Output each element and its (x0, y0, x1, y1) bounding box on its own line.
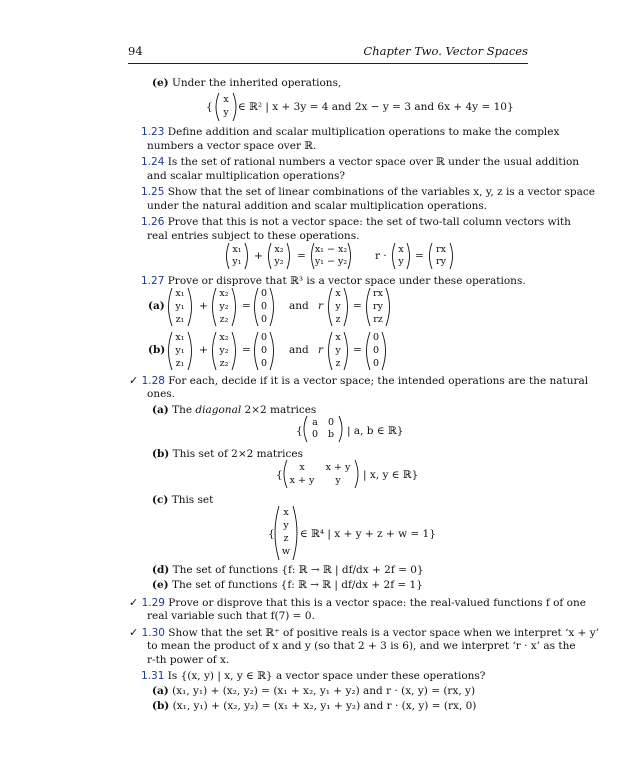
vec-entry: w (281, 546, 291, 557)
set-left-brace: { (296, 425, 303, 437)
vec-entry: 0 (372, 332, 380, 343)
vec-entry: 0 (372, 358, 380, 369)
exercise-text-cont: ones. (147, 388, 176, 400)
matrix-entry: 0 (311, 429, 319, 440)
equals-sign: = (242, 300, 251, 312)
item-text: Under the inherited operations, (171, 77, 342, 89)
part-label: (c) (152, 494, 169, 506)
exercise-text-cont: to mean the product of x and y (so that 2 + 3 is 6), and we interpret ‘r · x’ as the (147, 640, 576, 652)
check-mark-icon: ✓ (129, 596, 139, 609)
vec-entry: y₁ (232, 256, 242, 267)
part-label: (b) (152, 448, 170, 460)
equals-sign: = (297, 250, 306, 262)
vec-entry: 0 (372, 345, 380, 356)
vec-entry: z (335, 314, 341, 325)
chapter-title: Chapter Two. Vector Spaces (363, 44, 528, 58)
part-text: (x₁, y₁) + (x₂, y₂) = (x₁ + x₂, y₁ + y₂) and r · (x, y) = (rx, y) (172, 685, 476, 697)
vec-entry: ry (373, 301, 383, 312)
exercise-number: 1.23 (141, 126, 165, 138)
vec-entry: y (283, 520, 289, 531)
vec-entry: 0 (260, 358, 268, 369)
part-text: (x₁, y₁) + (x₂, y₂) = (x₁ + x₂, y₁ + y₂) and r · (x, y) = (rx, 0) (172, 700, 477, 712)
exercise-text: Define addition and scalar multiplication operations to make the complex (167, 126, 560, 138)
part-text: The set of functions {f: ℝ → ℝ | df/dx + 2f = 1} (171, 579, 423, 591)
vec-entry: z₂ (219, 314, 229, 325)
part-label: (a) (152, 404, 169, 416)
vec-entry: z₁ (175, 314, 185, 325)
vec-entry: z₂ (219, 358, 229, 369)
vec-entry: x₁ (232, 244, 242, 255)
part-text: The set of functions {f: ℝ → ℝ | df/dx + 2f = 0} (172, 564, 424, 576)
set-left-brace: { (276, 469, 283, 481)
vec-entry: x (223, 94, 229, 105)
vec-entry: x₂ (219, 288, 229, 299)
part-label: (b) (148, 344, 166, 356)
vec-entry: ry (436, 256, 446, 267)
matrix-entry: y (335, 475, 341, 486)
vec-entry: 0 (260, 345, 268, 356)
scalar-op: r · (375, 250, 387, 262)
and-word: and (289, 300, 309, 312)
exercise-text: Show that the set ℝ⁺ of positive reals is a vector space when we interpret ‘x + y’ (168, 627, 600, 639)
part-text: This set (171, 494, 214, 506)
matrix-entry: b (327, 429, 335, 440)
equals-sign: = (353, 344, 362, 356)
vec-entry: y₂ (219, 345, 229, 356)
vec-entry: y₂ (274, 256, 284, 267)
part-text: The (172, 404, 193, 416)
set-left-brace: { (206, 101, 213, 113)
vec-entry: x (335, 332, 341, 343)
vec-entry: y₂ (219, 301, 229, 312)
vec-entry: x (398, 244, 404, 255)
equals-sign: = (242, 344, 251, 356)
vec-entry: rx (373, 288, 383, 299)
exercise-number: 1.27 (141, 275, 165, 287)
part-label: (e) (152, 579, 169, 591)
part-text: This set of 2×2 matrices (172, 448, 303, 460)
exercise-text-cont: r-th power of x. (147, 654, 230, 666)
set-condition: | x, y ∈ ℝ} (363, 469, 419, 481)
vec-entry: rx (436, 244, 446, 255)
set-left-brace: { (268, 528, 275, 540)
part-label: (b) (152, 700, 170, 712)
vec-entry: x₂ (274, 244, 284, 255)
exercise-text-cont: real variable such that f(7) = 0. (147, 610, 315, 622)
part-emphasis: diagonal (195, 404, 242, 416)
vec-entry: x₁ (175, 288, 185, 299)
page-number: 94 (128, 44, 143, 58)
set-condition: ∈ ℝ² | x + 3y = 4 and 2x − y = 3 and 6x + 4y = 10} (238, 101, 514, 113)
scalar-r: r (318, 344, 324, 356)
vec-entry: 0 (260, 301, 268, 312)
matrix-entry: a (312, 417, 318, 428)
exercise-number: 1.29 (141, 597, 165, 609)
vec-entry: x₂ (219, 332, 229, 343)
exercise-number: 1.26 (141, 216, 165, 228)
vec-entry: y (335, 345, 341, 356)
part-label: (a) (148, 300, 165, 312)
exercise-text: Is {(x, y) | x, y ∈ ℝ} a vector space under these operations? (167, 670, 486, 682)
exercise-text: Prove or disprove that this is a vector space: the real-valued functions f of one (168, 597, 586, 609)
exercise-number: 1.31 (141, 670, 165, 682)
vec-entry: y (335, 301, 341, 312)
matrix-entry: x (299, 462, 305, 473)
check-mark-icon: ✓ (129, 374, 139, 387)
check-mark-icon: ✓ (129, 626, 139, 639)
part-label: (d) (152, 564, 170, 576)
exercise-text: Prove or disprove that ℝ³ is a vector space under these operations. (167, 275, 526, 287)
vec-entry: 0 (260, 332, 268, 343)
vec-entry: rz (373, 314, 383, 325)
exercise-number: 1.24 (141, 156, 165, 168)
scalar-r: r (318, 300, 324, 312)
vec-entry: y (223, 107, 229, 118)
vec-entry: z (335, 358, 341, 369)
plus-sign: + (199, 300, 208, 312)
exercise-text-cont: and scalar multiplication operations? (147, 170, 346, 182)
plus-sign: + (199, 344, 208, 356)
equals-sign: = (353, 300, 362, 312)
vec-entry: x₁ − x₂ (314, 244, 348, 255)
vec-entry: y₁ − y₂ (314, 256, 348, 267)
part-label: (a) (152, 685, 169, 697)
matrix-entry: x + y (325, 462, 351, 473)
vec-entry: y (398, 256, 404, 267)
vec-entry: x₁ (175, 332, 185, 343)
exercise-number: 1.30 (141, 627, 165, 639)
exercise-text-cont: real entries subject to these operations. (147, 230, 360, 242)
exercise-number: 1.28 (141, 375, 165, 387)
plus-sign: + (254, 250, 263, 262)
exercise-text: Is the set of rational numbers a vector space over ℝ under the usual addition (167, 156, 580, 168)
vec-entry: x (283, 507, 289, 518)
vec-entry: 0 (260, 288, 268, 299)
exercise-text-cont: under the natural addition and scalar multiplication operations. (147, 200, 488, 212)
matrix-entry: 0 (327, 417, 335, 428)
part-text: 2×2 matrices (244, 404, 317, 416)
equals-sign: = (415, 250, 424, 262)
vec-entry: y₁ (175, 301, 185, 312)
vec-entry: 0 (260, 314, 268, 325)
vec-entry: x (335, 288, 341, 299)
vec-entry: z₁ (175, 358, 185, 369)
exercise-text: For each, decide if it is a vector space; the intended operations are the natural (168, 375, 589, 387)
set-condition: | a, b ∈ ℝ} (347, 425, 404, 437)
exercise-text: Prove that this is not a vector space: the set of two-tall column vectors with (167, 216, 571, 228)
exercise-text-cont: numbers a vector space over ℝ. (147, 140, 317, 152)
set-condition: ∈ ℝ⁴ | x + y + z + w = 1} (300, 528, 436, 540)
vec-entry: z (283, 533, 289, 544)
exercise-text: Show that the set of linear combinations of the variables x, y, z is a vector space (167, 186, 596, 198)
matrix-entry: x + y (289, 475, 315, 486)
item-label: (e) (152, 77, 169, 89)
exercise-number: 1.25 (141, 186, 165, 198)
vec-entry: y₁ (175, 345, 185, 356)
and-word: and (289, 344, 309, 356)
